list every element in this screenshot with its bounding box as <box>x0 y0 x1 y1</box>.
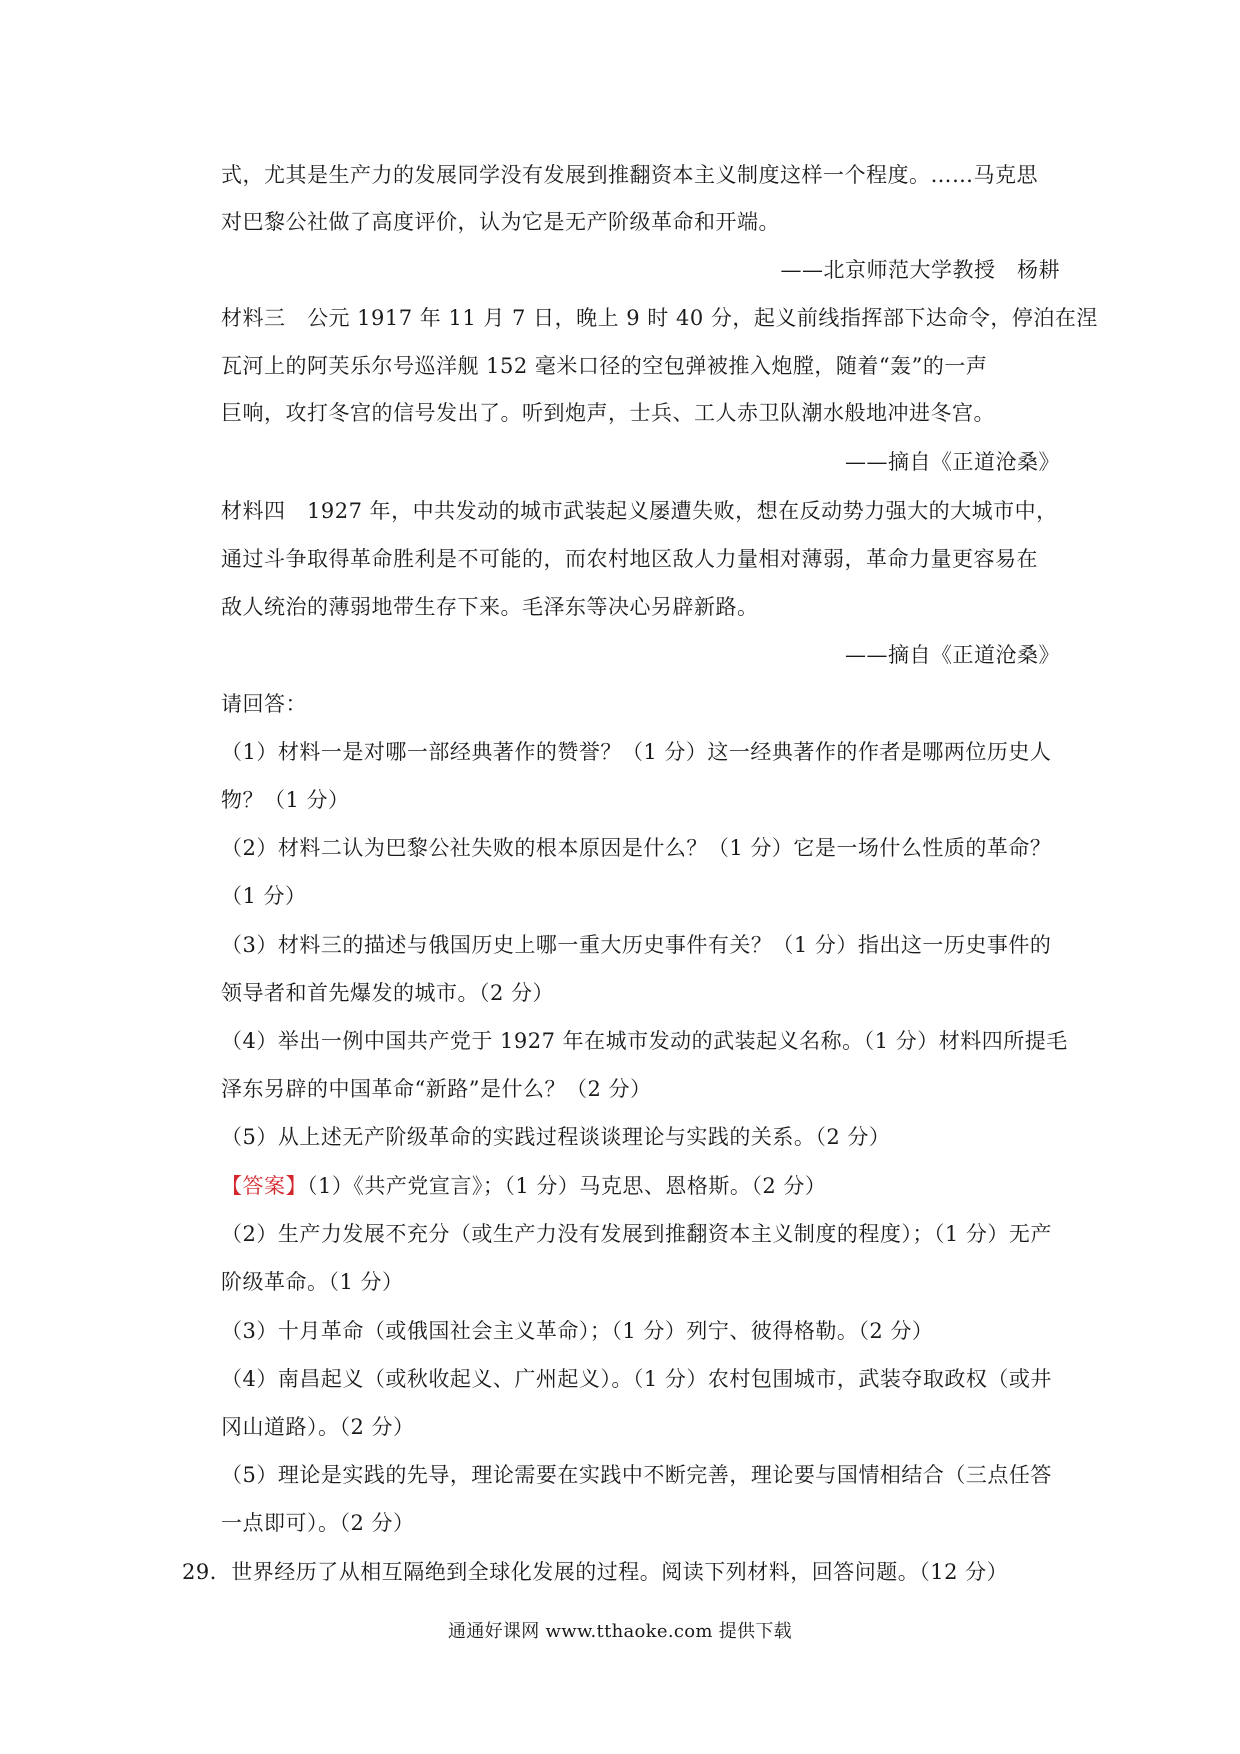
material4-line3: 敌人统治的薄弱地带生存下来。毛泽东等决心另辟新路。 <box>221 595 759 619</box>
question-29 <box>182 1557 1008 1587</box>
material2-source: ——北京师范大学教授 杨耕 <box>780 258 1060 282</box>
answer-2-line1: （2）生产力发展不充分（或生产力没有发展到推翻资本主义制度的程度）；（1 分）无产 <box>221 1222 1052 1246</box>
material4-line2: 通过斗争取得革命胜利是不可能的，而农村地区敌人力量相对薄弱，革命力量更容易在 <box>221 547 1038 571</box>
question-3-line2: 领导者和首先爆发的城市。（2 分） <box>221 981 555 1005</box>
answer-2-line2: 阶级革命。（1 分） <box>221 1270 404 1294</box>
question-29-number: 29． <box>182 1560 232 1584</box>
question-4-line1: （4）举出一例中国共产党于 1927 年在城市发动的武装起义名称。（1 分）材料四所提毛 <box>221 1029 1068 1053</box>
question-2-line2: （1 分） <box>221 884 307 908</box>
material3-line2: 瓦河上的阿芙乐尔号巡洋舰 152 毫米口径的空包弹被推入炮膛，随着“轰”的一声 <box>221 354 988 378</box>
material3-source: ——摘自《正道沧桑》 <box>845 450 1060 474</box>
question-4-line2: 泽东另辟的中国革命“新路”是什么？（2 分） <box>221 1077 652 1101</box>
answer-4-line2: 冈山道路）。（2 分） <box>221 1415 415 1439</box>
answer-5-line2: 一点即可）。（2 分） <box>221 1511 415 1535</box>
material3-line3: 巨响，攻打冬宫的信号发出了。听到炮声，士兵、工人赤卫队潮水般地冲进冬宫。 <box>221 401 995 425</box>
questions-intro: 请回答： <box>221 692 307 716</box>
answer-1-line <box>221 1171 826 1201</box>
question-5-line1: （5）从上述无产阶级革命的实践过程谈谈理论与实践的关系。（2 分） <box>221 1125 891 1149</box>
answer-1-text: （1）《共产党宣言》；（1 分）马克思、恩格斯。（2 分） <box>307 1174 827 1198</box>
question-2-line1: （2）材料二认为巴黎公社失败的根本原因是什么？（1 分）它是一场什么性质的革命？ <box>221 836 1052 860</box>
page-footer: 通通好课网 www.tthaoke.com 提供下载 <box>448 1621 792 1642</box>
answer-4-line1: （4）南昌起义（或秋收起义、广州起义）。（1 分）农村包围城市，武装夺取政权（或井 <box>221 1367 1052 1391</box>
material4-line1: 材料四 1927 年，中共发动的城市武装起义屡遭失败，想在反动势力强大的大城市中， <box>221 499 1058 523</box>
answer-5-line1: （5）理论是实践的先导，理论需要在实践中不断完善，理论要与国情相结合（三点任答 <box>221 1463 1052 1487</box>
material4-source: ——摘自《正道沧桑》 <box>845 643 1060 667</box>
answer-3-line: （3）十月革命（或俄国社会主义革命）；（1 分）列宁、彼得格勒。（2 分） <box>221 1319 934 1343</box>
material2-line2: 对巴黎公社做了高度评价，认为它是无产阶级革命和开端。 <box>221 210 780 234</box>
question-1-line1: （1）材料一是对哪一部经典著作的赞誉？（1 分）这一经典著作的作者是哪两位历史人 <box>221 740 1052 764</box>
question-1-line2: 物？（1 分） <box>221 788 350 812</box>
material2-line1: 式，尤其是生产力的发展同学没有发展到推翻资本主义制度这样一个程度。……马克思 <box>221 163 1038 187</box>
answer-tag: 【答案】 <box>221 1174 307 1198</box>
question-29-text: 世界经历了从相互隔绝到全球化发展的过程。阅读下列材料，回答问题。（12 分） <box>231 1560 1009 1584</box>
question-3-line1: （3）材料三的描述与俄国历史上哪一重大历史事件有关？（1 分）指出这一历史事件的 <box>221 933 1052 957</box>
material3-line1: 材料三 公元 1917 年 11 月 7 日，晚上 9 时 40 分，起义前线指挥部下达命令，停泊在涅 <box>221 306 1098 330</box>
